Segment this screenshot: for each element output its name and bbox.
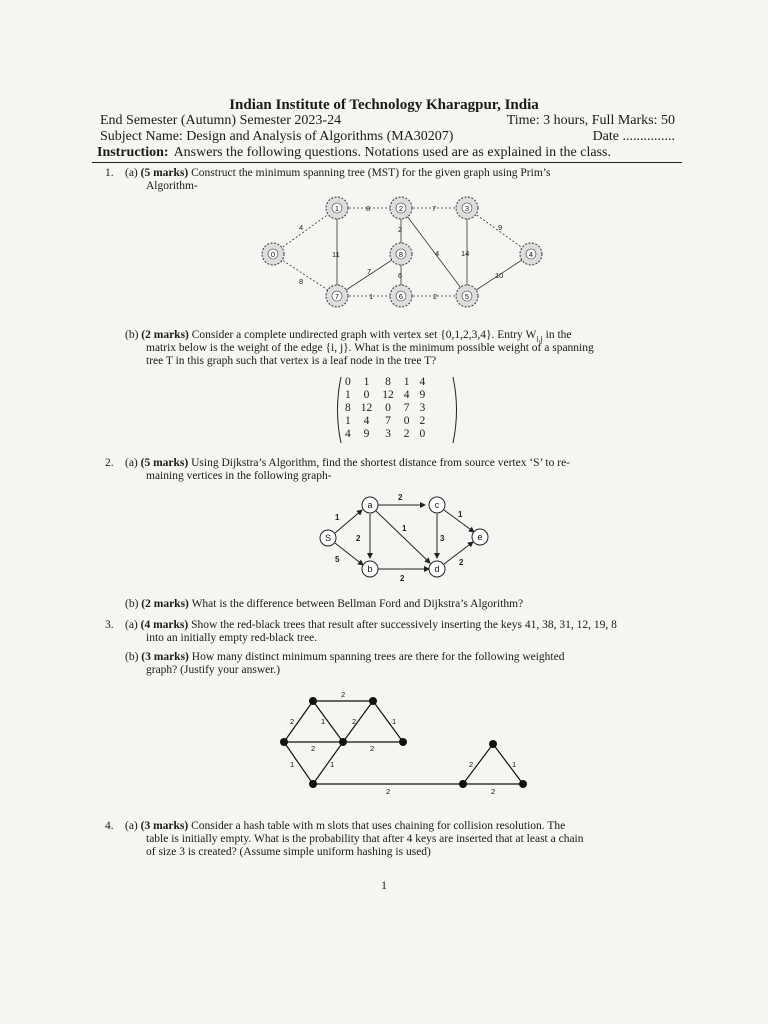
w-4-5: 10 xyxy=(495,271,504,280)
edge-a-d xyxy=(376,511,430,563)
q3a-text xyxy=(125,619,680,632)
svg-text:S: S xyxy=(324,533,332,543)
edge xyxy=(343,701,373,742)
svg-text:d: d xyxy=(434,564,440,574)
q3b-line1: How many distinct minimum spanning trees are there for the following weighted xyxy=(191,651,565,663)
q3a-line2: into an initially empty red-black tree. xyxy=(146,632,318,644)
w-0-1: 4 xyxy=(299,223,304,232)
w-3-4: 9 xyxy=(498,223,503,232)
weight-matrix xyxy=(340,376,430,441)
q2b-text xyxy=(125,598,670,611)
svg-text:b: b xyxy=(367,564,373,574)
graph3-svg xyxy=(278,690,528,800)
vertex xyxy=(280,738,288,746)
vertex xyxy=(369,697,377,705)
svg-text:8: 8 xyxy=(398,250,404,259)
w3: 2 xyxy=(491,787,496,796)
svg-text:0: 0 xyxy=(270,250,276,259)
graph1-svg xyxy=(255,192,555,317)
w-8-6: 6 xyxy=(398,271,403,280)
w-S-a: 1 xyxy=(335,513,340,522)
q4a-line3: of size 3 is created? (Assume simple uniform hashing is used) xyxy=(146,846,431,858)
w-a-b: 2 xyxy=(356,534,361,543)
w-1-7: 11 xyxy=(332,250,340,259)
q2a-text xyxy=(125,457,670,470)
w3: 2 xyxy=(352,717,357,726)
edge xyxy=(284,701,313,742)
vertex xyxy=(399,738,407,746)
vertex xyxy=(519,780,527,788)
node-b xyxy=(362,561,378,577)
q3a-label: (a) xyxy=(125,619,138,631)
w-b-d: 2 xyxy=(400,574,405,583)
time-marks-text: Time: 3 hours, Full Marks: 50 xyxy=(506,113,675,128)
node-e xyxy=(472,529,488,545)
node-S xyxy=(320,530,336,546)
vertex xyxy=(339,738,347,746)
edge xyxy=(373,701,403,742)
edge xyxy=(463,744,493,784)
w-c-e: 1 xyxy=(458,510,463,519)
w3: 1 xyxy=(290,760,295,769)
w-a-c: 2 xyxy=(398,493,403,502)
q2-number: 2. xyxy=(105,457,114,469)
q4a-text xyxy=(125,820,670,833)
node-d xyxy=(429,561,445,577)
q4a-line1: Consider a hash table with m slots that uses chaining for collision resolution. The xyxy=(191,820,566,832)
edge xyxy=(284,742,316,784)
institute-title: Indian Institute of Technology Kharagpur, India xyxy=(229,97,539,113)
q3b-line2: graph? (Justify your answer.) xyxy=(146,664,281,676)
node-4 xyxy=(520,243,542,265)
w-8-7: 7 xyxy=(367,267,372,276)
q2a-marks: (5 marks) xyxy=(140,457,189,469)
header-rule xyxy=(92,162,682,163)
svg-text:5: 5 xyxy=(464,292,470,301)
q1a-text xyxy=(125,167,670,180)
w-a-d: 1 xyxy=(402,524,407,533)
vertex xyxy=(489,740,497,748)
instruction-row xyxy=(97,145,687,161)
w3: 1 xyxy=(321,717,326,726)
vertex xyxy=(309,780,317,788)
q1b-line1: Consider a complete undirected graph with vertex set {0,1,2,3,4}. Entry W xyxy=(191,329,537,341)
node-c xyxy=(429,497,445,513)
q2a-line2: maining vertices in the following graph- xyxy=(146,470,332,482)
edge-0-7 xyxy=(273,254,337,296)
edge xyxy=(493,744,523,784)
date-text: Date ............... xyxy=(592,129,675,144)
edge xyxy=(313,742,343,784)
svg-text:c: c xyxy=(434,500,440,510)
svg-text:2: 2 xyxy=(398,204,404,213)
q1b-sub: i,j xyxy=(536,334,543,344)
w3: 2 xyxy=(311,744,316,753)
matrix-row: 8 12 0 7 3 xyxy=(345,402,426,414)
q2a-line1: Using Dijkstra’s Algorithm, find the shortest distance from source vertex ‘S’ to re- xyxy=(191,457,570,469)
w3: 2 xyxy=(370,744,375,753)
w-1-2: 8 xyxy=(366,204,371,213)
svg-text:3: 3 xyxy=(464,204,470,213)
q1a-label: (a) xyxy=(125,167,138,179)
matrix-row: 0 1 8 1 4 xyxy=(345,376,426,388)
q2b-label: (b) xyxy=(125,598,139,610)
w-3-5: 14 xyxy=(461,249,470,258)
q3a-line1: Show the red-black trees that result after successively inserting the keys 41, 38, 31, 12, 19, 8 xyxy=(191,619,617,631)
w-d-e: 2 xyxy=(459,558,464,567)
svg-text:4: 4 xyxy=(528,250,534,259)
w-2-3: 7 xyxy=(432,204,437,213)
w3: 1 xyxy=(392,717,397,726)
q2a-label: (a) xyxy=(125,457,138,469)
vertex xyxy=(459,780,467,788)
instruction-text: Answers the following questions. Notations used are as explained in the class. xyxy=(173,145,611,160)
node-a xyxy=(362,497,378,513)
edge xyxy=(313,701,343,742)
graph2-svg xyxy=(310,490,500,585)
matrix-right-paren xyxy=(452,376,460,444)
w-c-d: 3 xyxy=(440,534,445,543)
header-row-2 xyxy=(100,129,675,145)
matrix-left-paren xyxy=(334,376,342,444)
q4-number: 4. xyxy=(105,820,114,832)
node-2 xyxy=(390,197,412,219)
w-6-5: 2 xyxy=(433,292,438,301)
q3b-text xyxy=(125,651,670,664)
w3: 1 xyxy=(330,760,335,769)
node-0 xyxy=(262,243,284,265)
subject-text: Subject Name: Design and Analysis of Algorithms (MA30207) xyxy=(100,129,454,144)
w-2-8: 2 xyxy=(398,225,403,234)
q2b-line1: What is the difference between Bellman Ford and Dijkstra’s Algorithm? xyxy=(191,598,524,610)
instruction-label: Instruction: xyxy=(97,145,169,160)
q1b-line3: tree T in this graph such that vertex is a leaf node in the tree T? xyxy=(146,355,437,367)
edge-0-1 xyxy=(273,208,337,254)
matrix-row: 4 9 3 2 0 xyxy=(345,428,426,440)
q3-number: 3. xyxy=(105,619,114,631)
q1-number: 1. xyxy=(105,167,114,179)
node-7 xyxy=(326,285,348,307)
q4a-marks: (3 marks) xyxy=(140,820,189,832)
svg-text:6: 6 xyxy=(398,292,404,301)
q3a-marks: (4 marks) xyxy=(140,619,189,631)
q1a-marks: (5 marks) xyxy=(140,167,189,179)
w-7-6: 1 xyxy=(369,292,374,301)
q1a-line1: Construct the minimum spanning tree (MST) for the given graph using Prim’s xyxy=(191,167,551,179)
w3: 1 xyxy=(512,760,517,769)
w-S-b: 5 xyxy=(335,555,340,564)
svg-text:e: e xyxy=(477,532,483,542)
w-2-5: 4 xyxy=(435,249,440,258)
svg-text:a: a xyxy=(367,500,373,510)
q1b-line2: matrix below is the weight of the edge {i, j}. What is the minimum possible weight of a spanning xyxy=(146,342,594,354)
w3: 2 xyxy=(341,690,346,699)
q4a-line2: table is initially empty. What is the probability that after 4 keys are inserted that at least a chain xyxy=(146,833,584,845)
node-8 xyxy=(390,243,412,265)
node-1 xyxy=(326,197,348,219)
q1b-label: (b) xyxy=(125,329,139,341)
matrix-row: 1 4 7 0 2 xyxy=(345,415,426,427)
page-number: 1 xyxy=(381,878,387,892)
q4a-label: (a) xyxy=(125,820,138,832)
node-5 xyxy=(456,285,478,307)
q3b-label: (b) xyxy=(125,651,139,663)
w3: 2 xyxy=(469,760,474,769)
w3: 2 xyxy=(386,787,391,796)
q2b-marks: (2 marks) xyxy=(141,598,189,610)
semester-text: End Semester (Autumn) Semester 2023-24 xyxy=(100,113,342,128)
matrix-row: 1 0 12 4 9 xyxy=(345,389,426,401)
svg-text:7: 7 xyxy=(334,292,340,301)
node-6 xyxy=(390,285,412,307)
vertex xyxy=(309,697,317,705)
q3b-marks: (3 marks) xyxy=(141,651,189,663)
q1b-marks: (2 marks) xyxy=(141,329,189,341)
svg-text:1: 1 xyxy=(334,204,340,213)
header-row-1 xyxy=(100,113,675,129)
q1b-line1b: in the xyxy=(542,329,572,341)
q1a-line2: Algorithm- xyxy=(146,180,198,192)
w-0-7: 8 xyxy=(299,277,304,286)
node-3 xyxy=(456,197,478,219)
w3: 2 xyxy=(290,717,295,726)
